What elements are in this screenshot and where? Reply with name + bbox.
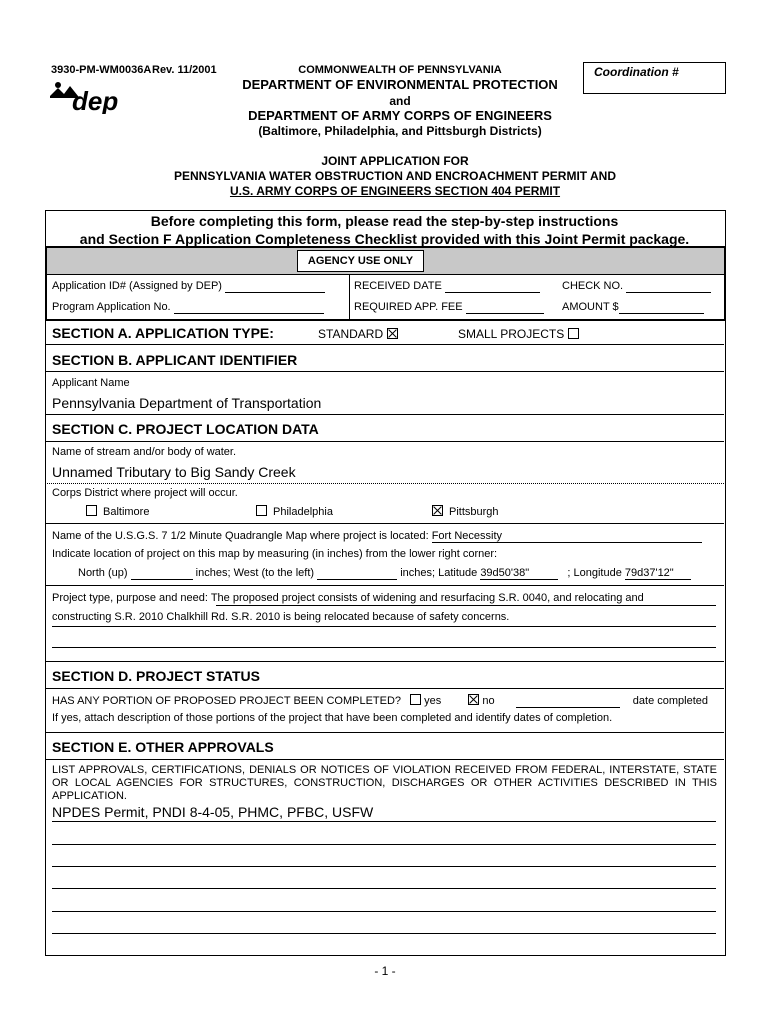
coordination-box[interactable] xyxy=(583,62,726,94)
dep-logo xyxy=(48,80,130,114)
approvals-underline xyxy=(52,866,716,867)
program-app-text: Program Application No. xyxy=(52,301,171,313)
received-date-label xyxy=(354,280,540,293)
pittsburgh-option[interactable] xyxy=(432,505,499,518)
longitude-label: ; Longitude xyxy=(567,567,622,579)
completion-question: HAS ANY PORTION OF PROPOSED PROJECT BEEN COMPLETED? xyxy=(52,695,402,707)
program-app-field[interactable] xyxy=(174,301,324,314)
pittsburgh-label: Pittsburgh xyxy=(449,506,499,518)
check-no-field[interactable] xyxy=(626,280,711,293)
and-label: and xyxy=(389,94,411,108)
divider xyxy=(45,759,724,760)
notice-line-1: Before completing this form, please read the step-by-step instructions xyxy=(150,213,619,229)
title-line-2: PENNSYLVANIA WATER OBSTRUCTION AND ENCROACHMENT PERMIT AND xyxy=(174,169,616,183)
longitude-value: 79d37'12" xyxy=(624,567,674,579)
standard-checkbox[interactable] xyxy=(387,328,398,339)
small-projects-checkbox[interactable] xyxy=(568,328,579,339)
agency-use-block xyxy=(45,246,726,321)
latitude-label: inches; Latitude xyxy=(400,567,478,579)
approvals-instructions: LIST APPROVALS, CERTIFICATIONS, DENIALS OR NOTICES OF VIOLATION RECEIVED FROM FEDERAL, INTERSTATE, STATE OR LOCAL AGENCIES FOR STRUCTURES, CONSTRUCTION, DISCHARGES OR OTHER ACTIVITIES DESCRIBED IN THIS APPLICATION. xyxy=(52,764,717,802)
yes-checkbox[interactable] xyxy=(410,694,421,705)
section-a-title: SECTION A. APPLICATION TYPE: xyxy=(52,325,274,341)
section-c-title: SECTION C. PROJECT LOCATION DATA xyxy=(52,421,319,437)
amount-field[interactable] xyxy=(619,301,704,314)
approvals-underline xyxy=(52,888,716,889)
received-date-text: RECEIVED DATE xyxy=(354,280,442,292)
approvals-underline xyxy=(52,911,716,912)
commonwealth-label: COMMONWEALTH OF PENNSYLVANIA xyxy=(298,64,502,76)
purpose-underline-2 xyxy=(52,626,716,627)
purpose-row-1 xyxy=(52,592,644,604)
standard-label: STANDARD xyxy=(318,327,384,341)
form-id: 3930-PM-WM0036A xyxy=(51,64,152,76)
date-completed-field[interactable] xyxy=(516,695,620,708)
approvals-underline xyxy=(52,933,716,934)
divider xyxy=(45,732,724,733)
divider xyxy=(45,371,724,372)
longitude-field[interactable] xyxy=(625,567,691,580)
baltimore-label: Baltimore xyxy=(103,506,150,518)
coordinates-row xyxy=(78,567,691,580)
purpose-underline-3 xyxy=(52,647,716,648)
purpose-value-2[interactable]: constructing S.R. 2010 Chalkhill Rd. S.R. 2010 is being relocated because of safety concerns. xyxy=(52,611,510,623)
north-field[interactable] xyxy=(131,567,193,580)
section-d-title: SECTION D. PROJECT STATUS xyxy=(52,668,260,684)
purpose-label: Project type, purpose and need: xyxy=(52,592,208,604)
no-checkbox[interactable] xyxy=(468,694,479,705)
applicant-name-value[interactable]: Pennsylvania Department of Transportation xyxy=(52,395,322,411)
agency-use-title: AGENCY USE ONLY xyxy=(297,250,424,272)
yes-label: yes xyxy=(424,695,442,707)
required-fee-text: REQUIRED APP. FEE xyxy=(354,301,463,313)
small-projects-option[interactable] xyxy=(458,327,579,341)
purpose-value-1[interactable]: The proposed project consists of widening and resurfacing S.R. 0040, and relocating and xyxy=(210,592,644,604)
small-projects-label: SMALL PROJECTS xyxy=(458,327,565,341)
stream-label: Name of stream and/or body of water. xyxy=(52,446,237,458)
received-date-field[interactable] xyxy=(445,280,540,293)
program-app-label xyxy=(52,301,324,314)
divider xyxy=(45,661,724,662)
title-line-1: JOINT APPLICATION FOR xyxy=(321,154,469,168)
divider xyxy=(45,585,724,586)
title-line-3: U.S. ARMY CORPS OF ENGINEERS SECTION 404 PERMIT xyxy=(229,184,561,198)
logo-wordmark: dep xyxy=(72,86,119,114)
baltimore-option[interactable] xyxy=(86,505,149,518)
app-id-text: Application ID# (Assigned by DEP) xyxy=(52,280,222,292)
dept-environmental: DEPARTMENT OF ENVIRONMENTAL PROTECTION xyxy=(242,77,558,92)
required-fee-label xyxy=(354,301,544,314)
completion-note: If yes, attach description of those portions of the project that have been completed and identify dates of completion. xyxy=(52,712,613,724)
north-label: North (up) xyxy=(78,567,128,579)
app-id-field[interactable] xyxy=(225,280,325,293)
no-label: no xyxy=(482,695,495,707)
check-no-text: CHECK NO. xyxy=(562,280,624,292)
divider xyxy=(45,688,724,689)
revision: Rev. 11/2001 xyxy=(152,64,217,76)
districts-label: (Baltimore, Philadelphia, and Pittsburgh Districts) xyxy=(258,124,542,138)
latitude-value: 39d50'38" xyxy=(480,567,530,579)
amount-label xyxy=(562,301,704,314)
required-fee-field[interactable] xyxy=(466,301,544,314)
philadelphia-checkbox[interactable] xyxy=(256,505,267,516)
purpose-underline-1 xyxy=(216,605,716,606)
divider xyxy=(45,483,724,484)
notice-line-2: and Section F Application Completeness Checklist provided with this Joint Permit package. xyxy=(79,231,690,247)
pittsburgh-checkbox[interactable] xyxy=(432,505,443,516)
quad-map-text: Name of the U.S.G.S. 7 1/2 Minute Quadrangle Map where project is located: xyxy=(52,530,429,542)
divider xyxy=(45,441,724,442)
coordination-label: Coordination # xyxy=(594,65,679,79)
divider xyxy=(45,344,724,345)
approvals-underline xyxy=(52,844,716,845)
approvals-value[interactable]: NPDES Permit, PNDI 8-4-05, PHMC, PFBC, USFW xyxy=(52,804,374,820)
stream-value[interactable]: Unnamed Tributary to Big Sandy Creek xyxy=(52,464,296,480)
philadelphia-label: Philadelphia xyxy=(273,506,333,518)
indicate-location-text: Indicate location of project on this map by measuring (in inches) from the lower right corner: xyxy=(52,548,498,560)
approvals-underline xyxy=(52,821,716,822)
app-id-label xyxy=(52,280,325,293)
west-label: inches; West (to the left) xyxy=(195,567,315,579)
completion-question-row xyxy=(52,694,708,708)
latitude-field[interactable] xyxy=(480,567,558,580)
quad-map-field[interactable] xyxy=(432,530,702,543)
quad-map-value: Fort Necessity xyxy=(431,530,502,542)
date-completed-label: date completed xyxy=(632,695,708,707)
section-b-title: SECTION B. APPLICANT IDENTIFIER xyxy=(52,352,298,368)
baltimore-checkbox[interactable] xyxy=(86,505,97,516)
quad-map-label xyxy=(52,530,702,543)
amount-text: AMOUNT $ xyxy=(562,301,619,313)
dept-army: DEPARTMENT OF ARMY CORPS OF ENGINEERS xyxy=(248,108,552,123)
section-e-title: SECTION E. OTHER APPROVALS xyxy=(52,739,274,755)
agency-divider xyxy=(349,275,350,319)
check-no-label xyxy=(562,280,711,293)
standard-option[interactable] xyxy=(318,327,398,341)
philadelphia-option[interactable] xyxy=(256,505,333,518)
page-number: - 1 - xyxy=(374,964,396,978)
corps-district-label: Corps District where project will occur. xyxy=(52,487,238,499)
west-field[interactable] xyxy=(317,567,397,580)
divider xyxy=(45,414,724,415)
divider xyxy=(45,523,724,524)
applicant-name-label: Applicant Name xyxy=(52,377,130,389)
